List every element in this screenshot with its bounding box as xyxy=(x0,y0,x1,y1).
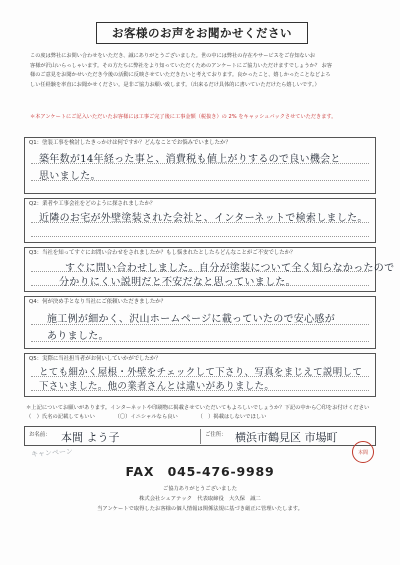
cashback-note: ＊本アンケートにご記入いただいたお客様には工事ご完了後に工事金額（税抜き）の 2% をキャッシュバックさせていただきます。 xyxy=(30,114,337,120)
handwritten-answer: 近隣のお宅が外壁塗装された会社と、インターネットで検索しました。 xyxy=(39,213,368,224)
permission-options xyxy=(26,413,376,422)
handwritten-answer: 築年数が14年経った事と、消費税も値上がりするので良い機会と xyxy=(39,154,341,165)
intro-line: この度は弊社にお問い合わせをいただき、誠にありがとうございました。世の中には弊社の存在やサービスをご存知ないお xyxy=(30,53,316,59)
name-field[interactable]: 本間 よう子 xyxy=(61,431,120,444)
question-label: Q5：実際に当社担当者がお伺いしていかがでしたか？ xyxy=(29,356,161,362)
page-title: お客様のお声をお聞かせください xyxy=(96,22,308,44)
field-divider xyxy=(200,429,201,444)
question-label: Q3：当社を知ってすぐにお問い合わせをされましたか？もし悩まれたとしたらどんなことがご不安でしたか？ xyxy=(29,250,296,256)
company-text: 株式会社シュアテック 代表取締役 大久保 誠二 xyxy=(139,496,261,502)
permission-label: ＊上記についてお願いがあります。インターネットや印刷物に掲載させていただいてもよろしいでしょうか？下記の中から〇印をお付けください xyxy=(26,405,370,411)
handwritten-answer: 分かりにくい説明だと不安だなと思っていました。 xyxy=(59,277,296,288)
thanks-text: ご協力ありがとうございました xyxy=(162,486,238,492)
option-no-publish[interactable]: （ ）掲載はしないでほしい xyxy=(197,414,267,420)
answer-line xyxy=(31,236,369,237)
question-box-2 xyxy=(24,198,376,243)
question-label: Q2：業者や工事会社をどのように探されましたか？ xyxy=(29,201,156,207)
question-box-5 xyxy=(24,353,376,397)
address-label: ご住所： xyxy=(205,432,227,438)
handwritten-answer: 施工例が細かく、沢山ホームページに載っていたので安心感が xyxy=(47,314,335,325)
option-initials[interactable]: （〇）イニシャルなら良い xyxy=(114,414,178,420)
publication-permission xyxy=(26,404,376,422)
seal-stamp: 本間 xyxy=(352,441,374,463)
privacy-text: 当アンケートで取得したお客様の個人情報は関係法規に基づき厳正に管理いたします。 xyxy=(97,506,303,512)
question-box-4 xyxy=(24,296,376,349)
address-field[interactable]: 横浜市鶴見区 市場町 xyxy=(235,431,338,444)
option-full-name[interactable]: （ ）氏名の記載してもいい xyxy=(26,414,95,420)
intro-line: 様のご意見をお聞かせいただき今後の活動に反映させていただきたいと考えております。良かったこと、嬉しかったことなどよろ xyxy=(30,72,331,79)
question-box-1 xyxy=(24,137,376,194)
handwritten-answer: すぐに問い合わせしました。自分が塗装について全く知らなかったので xyxy=(65,263,395,274)
intro-line: しい任経験を率直にお聞かせください。是非ご協力お願い致します。（出来るだけ具体的に書いていただけたら嬉しいです。） xyxy=(30,81,320,88)
name-address-box xyxy=(24,426,376,446)
question-label: Q1：塗装工事を検討したきっかけは何ですか？どんなことでお悩みでいましたか？ xyxy=(29,140,231,146)
question-box-3 xyxy=(24,247,395,292)
handwritten-answer: 思いました。 xyxy=(39,171,101,182)
campaign-stamp: キャンペーン xyxy=(30,447,74,459)
fax-number: FAX 045-476-9989 xyxy=(125,464,275,479)
handwritten-answer: とても細かく屋根・外壁をチェックして下さり、写真をまじえて説明して xyxy=(39,367,363,378)
handwritten-answer: 下さいました。他の業者さんとは違いがありました。 xyxy=(39,381,275,392)
question-label: Q4：何が決め手となり当社にご依頼いただきましたか？ xyxy=(29,299,167,305)
intro-text xyxy=(30,52,380,90)
name-label: お名前： xyxy=(29,432,51,438)
handwritten-answer: ありました。 xyxy=(47,331,109,342)
intro-line: 客様が沢山いらっしゃいます。その方たちに弊社をより知っていただくためのアンケートにご協力いただけますでしょうか？ お客 xyxy=(30,62,332,69)
